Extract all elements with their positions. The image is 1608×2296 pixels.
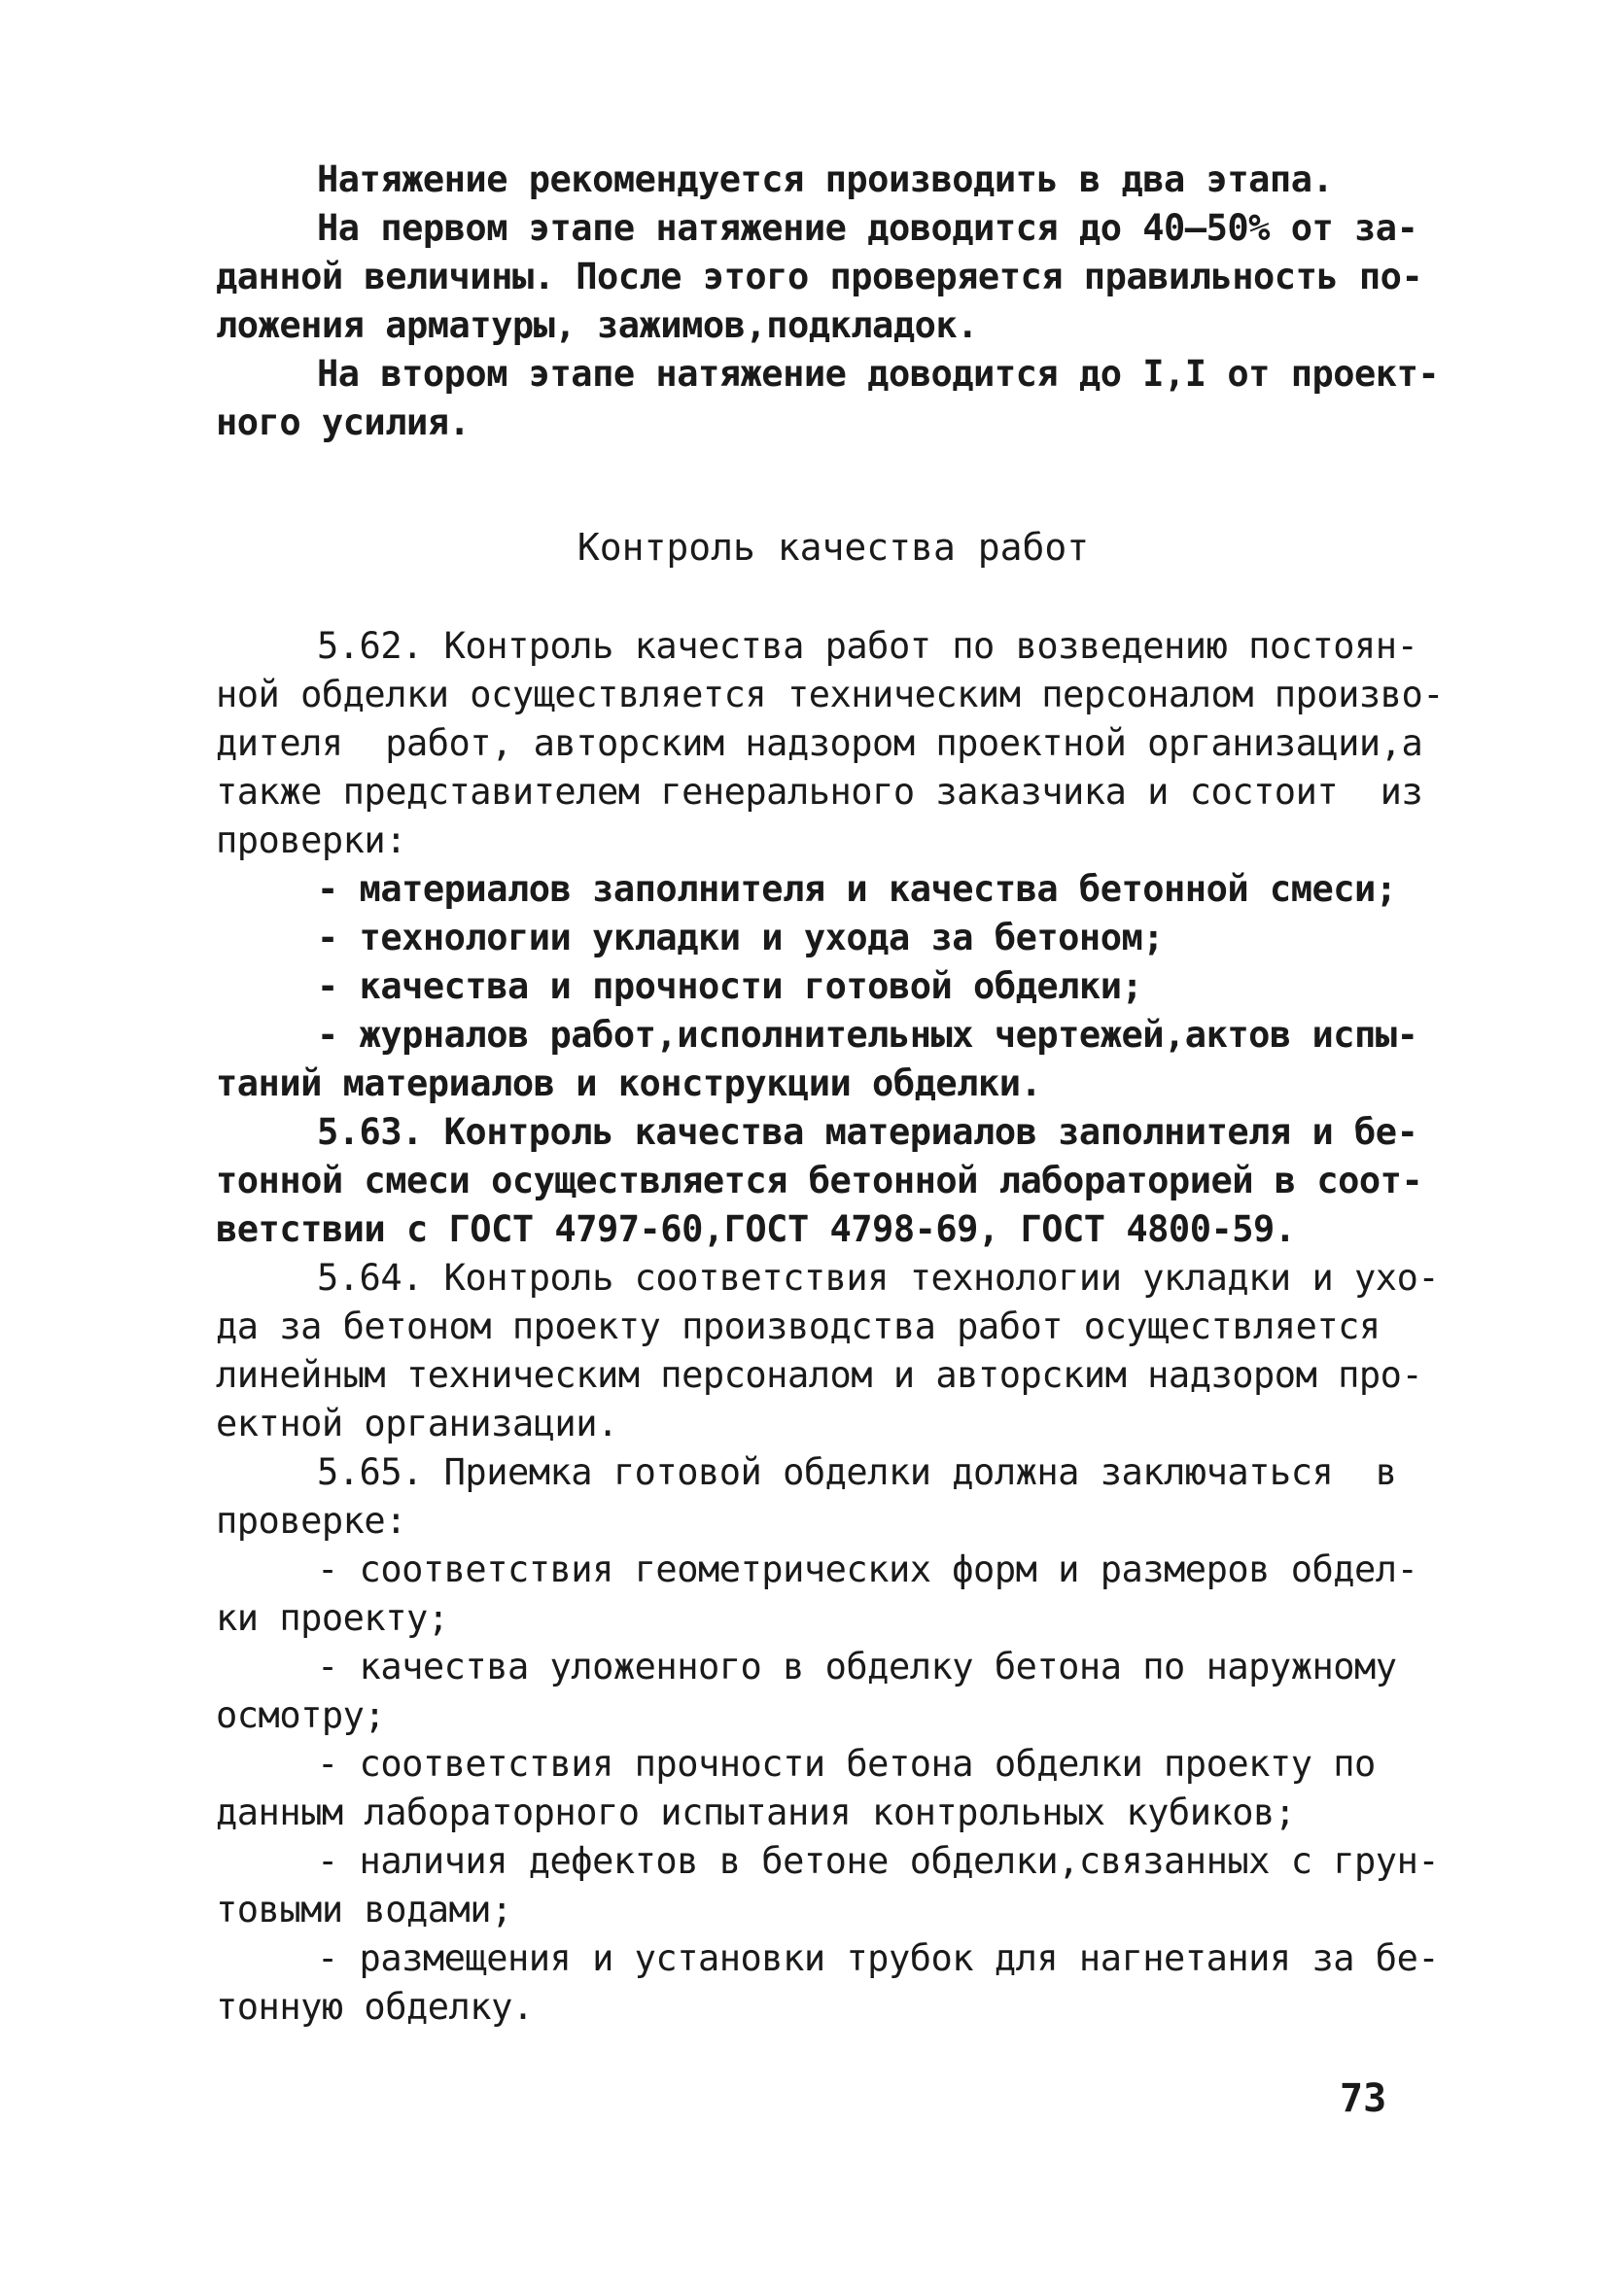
list-item: - качества уложенного в обделку бетона по наружному bbox=[317, 1646, 1397, 1687]
list-item: - материалов заполнителя и качества бетонной смеси; bbox=[317, 868, 1397, 910]
list-item: - размещения и установки трубок для нагнетания за бе- bbox=[317, 1937, 1440, 1979]
text-line: тонной смеси осуществляется бетонной лабораторией в соот- bbox=[216, 1160, 1423, 1201]
text-line: На первом этапе натяжение доводится до 40–50% от за- bbox=[317, 207, 1418, 249]
text-line: ложения арматуры, зажимов,подкладок. bbox=[216, 304, 978, 346]
text-line: да за бетоном проекту производства работ осуществляется bbox=[216, 1305, 1381, 1347]
section-heading: Контроль качества работ bbox=[577, 526, 1090, 569]
text-line: ветствии с ГОСТ 4797-60,ГОСТ 4798-69, ГОСТ 4800-59. bbox=[216, 1208, 1296, 1250]
text-line: данным лабораторного испытания контрольных кубиков; bbox=[216, 1792, 1296, 1833]
text-line: ектной организации. bbox=[216, 1403, 618, 1444]
text-line: проверке: bbox=[216, 1500, 406, 1542]
text-line: данной величины. После этого проверяется правильность по- bbox=[216, 256, 1423, 297]
list-item: - технологии укладки и ухода за бетоном; bbox=[317, 917, 1165, 958]
text-line: 5.63. Контроль качества материалов заполнителя и бе- bbox=[317, 1111, 1418, 1153]
text-line: осмотру; bbox=[216, 1694, 386, 1736]
text-line: таний материалов и конструкции обделки. bbox=[216, 1062, 1042, 1104]
text-line: На втором этапе натяжение доводится до I,I от проект- bbox=[317, 353, 1440, 395]
page-number: 73 bbox=[1340, 2076, 1387, 2121]
text-line: линейным техническим персоналом и авторским надзором про- bbox=[216, 1354, 1423, 1396]
list-item: - соответствия геометрических форм и размеров обдел- bbox=[317, 1548, 1418, 1590]
text-line: также представителем генерального заказчика и состоит из bbox=[216, 771, 1423, 813]
list-item: - журналов работ,исполнительных чертежей,актов испы- bbox=[317, 1014, 1418, 1056]
text-line: 5.62. Контроль качества работ по возведению постоян- bbox=[317, 625, 1418, 667]
list-item: - наличия дефектов в бетоне обделки,связанных с грун- bbox=[317, 1840, 1440, 1882]
text-line: дителя работ, авторским надзором проектной организации,а bbox=[216, 722, 1423, 764]
text-line: товыми водами; bbox=[216, 1889, 512, 1931]
text-line: 5.65. Приемка готовой обделки должна заключаться в bbox=[317, 1451, 1397, 1493]
text-line: проверки: bbox=[216, 819, 406, 861]
text-line: Натяжение рекомендуется производить в два этапа. bbox=[317, 158, 1334, 200]
body-text bbox=[216, 622, 1445, 2032]
text-line: ной обделки осуществляется техническим персоналом произво- bbox=[216, 674, 1445, 715]
list-item: - соответствия прочности бетона обделки проекту по bbox=[317, 1743, 1376, 1785]
text-line: ного усилия. bbox=[216, 401, 471, 443]
intro-text bbox=[216, 156, 1440, 447]
text-line: 5.64. Контроль соответствия технологии укладки и ухо- bbox=[317, 1257, 1440, 1299]
list-item: - качества и прочности готовой обделки; bbox=[317, 965, 1143, 1007]
text-line: ки проекту; bbox=[216, 1597, 449, 1639]
text-line: тонную обделку. bbox=[216, 1986, 534, 2028]
